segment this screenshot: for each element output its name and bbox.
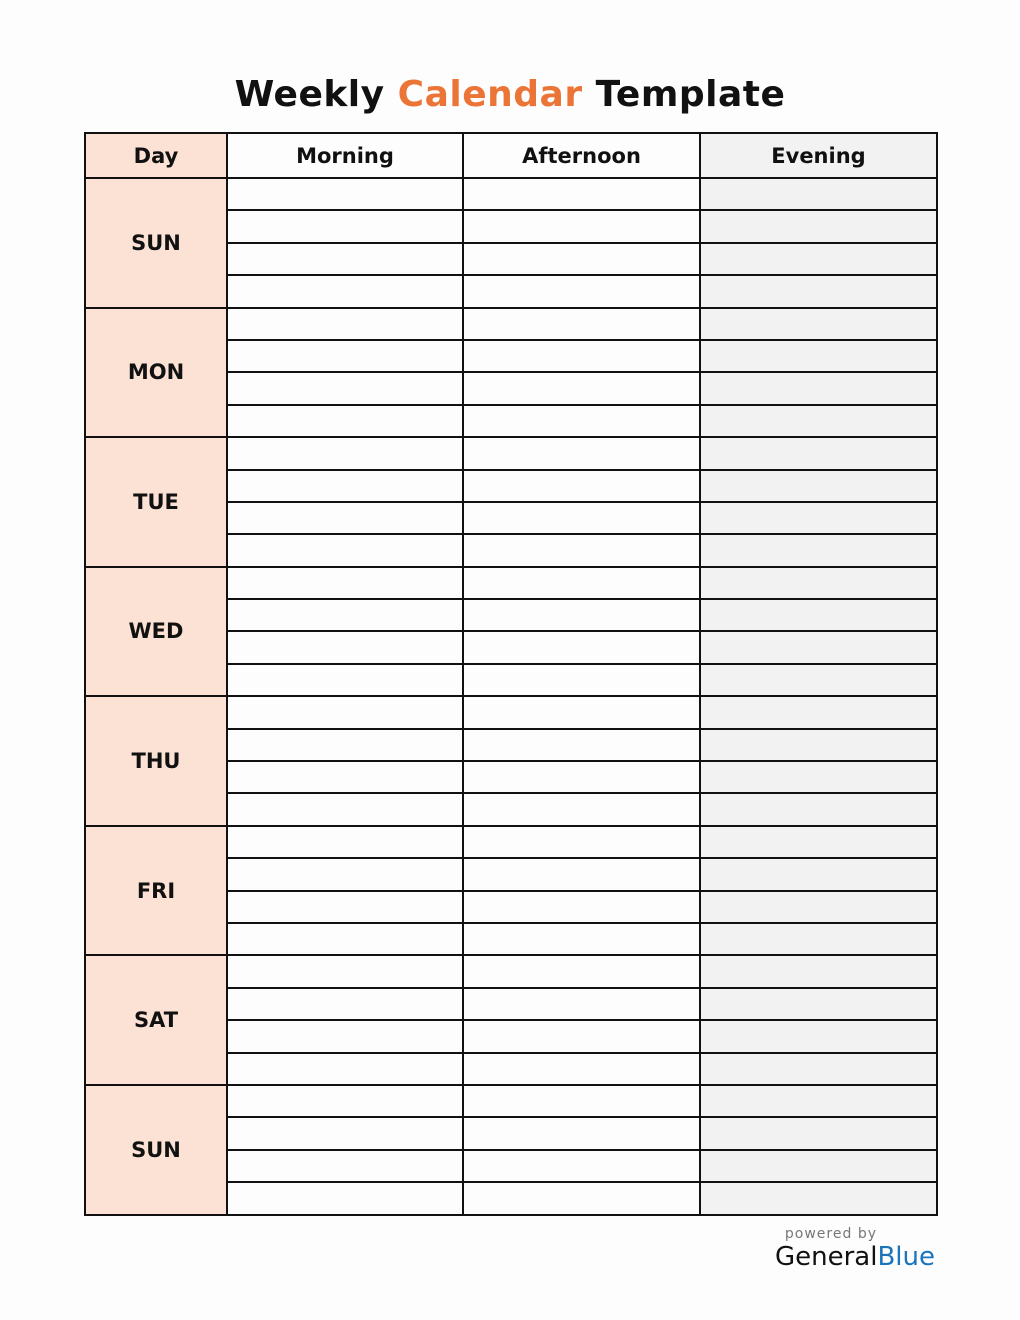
evening-slot-cell[interactable] (700, 664, 937, 696)
morning-slot-cell[interactable] (227, 502, 463, 534)
evening-slot-cell[interactable] (700, 308, 937, 340)
day-label: WED (85, 567, 227, 697)
afternoon-slot-cell[interactable] (463, 372, 700, 404)
morning-slot-cell[interactable] (227, 1117, 463, 1149)
evening-slot-cell[interactable] (700, 891, 937, 923)
evening-slot-cell[interactable] (700, 696, 937, 728)
day-label: FRI (85, 826, 227, 956)
day-label: MON (85, 308, 227, 438)
afternoon-slot-cell[interactable] (463, 178, 700, 210)
afternoon-slot-cell[interactable] (463, 696, 700, 728)
afternoon-slot-cell[interactable] (463, 729, 700, 761)
day-label: SAT (85, 955, 227, 1085)
afternoon-slot-cell[interactable] (463, 567, 700, 599)
evening-slot-cell[interactable] (700, 1117, 937, 1149)
morning-slot-cell[interactable] (227, 275, 463, 307)
morning-slot-cell[interactable] (227, 1182, 463, 1214)
brand-logo (775, 1242, 935, 1272)
afternoon-slot-cell[interactable] (463, 210, 700, 242)
evening-slot-cell[interactable] (700, 923, 937, 955)
slot-row (85, 696, 937, 728)
afternoon-slot-cell[interactable] (463, 761, 700, 793)
slot-row (85, 567, 937, 599)
powered-by-text: powered by (784, 1226, 877, 1242)
morning-slot-cell[interactable] (227, 437, 463, 469)
morning-slot-cell[interactable] (227, 405, 463, 437)
page-title (0, 74, 1020, 115)
header-afternoon: Afternoon (463, 133, 700, 178)
morning-slot-cell[interactable] (227, 178, 463, 210)
title-word-template: Template (595, 74, 786, 115)
evening-slot-cell[interactable] (700, 534, 937, 566)
morning-slot-cell[interactable] (227, 599, 463, 631)
morning-slot-cell[interactable] (227, 826, 463, 858)
afternoon-slot-cell[interactable] (463, 1182, 700, 1214)
evening-slot-cell[interactable] (700, 372, 937, 404)
slot-row (85, 955, 937, 987)
morning-slot-cell[interactable] (227, 1085, 463, 1117)
afternoon-slot-cell[interactable] (463, 1053, 700, 1085)
evening-slot-cell[interactable] (700, 243, 937, 275)
header-row (85, 133, 937, 178)
evening-slot-cell[interactable] (700, 1020, 937, 1052)
header-evening: Evening (700, 133, 937, 178)
afternoon-slot-cell[interactable] (463, 599, 700, 631)
morning-slot-cell[interactable] (227, 470, 463, 502)
evening-slot-cell[interactable] (700, 178, 937, 210)
morning-slot-cell[interactable] (227, 955, 463, 987)
evening-slot-cell[interactable] (700, 210, 937, 242)
evening-slot-cell[interactable] (700, 858, 937, 890)
morning-slot-cell[interactable] (227, 631, 463, 663)
morning-slot-cell[interactable] (227, 210, 463, 242)
afternoon-slot-cell[interactable] (463, 470, 700, 502)
afternoon-slot-cell[interactable] (463, 1085, 700, 1117)
evening-slot-cell[interactable] (700, 599, 937, 631)
afternoon-slot-cell[interactable] (463, 1150, 700, 1182)
header-morning: Morning (227, 133, 463, 178)
morning-slot-cell[interactable] (227, 793, 463, 825)
evening-slot-cell[interactable] (700, 405, 937, 437)
evening-slot-cell[interactable] (700, 988, 937, 1020)
afternoon-slot-cell[interactable] (463, 502, 700, 534)
morning-slot-cell[interactable] (227, 891, 463, 923)
morning-slot-cell[interactable] (227, 308, 463, 340)
evening-slot-cell[interactable] (700, 631, 937, 663)
afternoon-slot-cell[interactable] (463, 1117, 700, 1149)
evening-slot-cell[interactable] (700, 275, 937, 307)
header-day: Day (85, 133, 227, 178)
morning-slot-cell[interactable] (227, 340, 463, 372)
afternoon-slot-cell[interactable] (463, 955, 700, 987)
evening-slot-cell[interactable] (700, 567, 937, 599)
day-label: TUE (85, 437, 227, 567)
evening-slot-cell[interactable] (700, 1150, 937, 1182)
morning-slot-cell[interactable] (227, 534, 463, 566)
morning-slot-cell[interactable] (227, 761, 463, 793)
slot-row (85, 308, 937, 340)
slot-row (85, 178, 937, 210)
calendar-body (85, 178, 937, 1215)
morning-slot-cell[interactable] (227, 1053, 463, 1085)
morning-slot-cell[interactable] (227, 729, 463, 761)
afternoon-slot-cell[interactable] (463, 340, 700, 372)
footer-branding (775, 1226, 935, 1272)
afternoon-slot-cell[interactable] (463, 664, 700, 696)
morning-slot-cell[interactable] (227, 1150, 463, 1182)
evening-slot-cell[interactable] (700, 1053, 937, 1085)
morning-slot-cell[interactable] (227, 988, 463, 1020)
afternoon-slot-cell[interactable] (463, 793, 700, 825)
afternoon-slot-cell[interactable] (463, 405, 700, 437)
afternoon-slot-cell[interactable] (463, 243, 700, 275)
evening-slot-cell[interactable] (700, 470, 937, 502)
morning-slot-cell[interactable] (227, 372, 463, 404)
evening-slot-cell[interactable] (700, 437, 937, 469)
afternoon-slot-cell[interactable] (463, 1020, 700, 1052)
evening-slot-cell[interactable] (700, 826, 937, 858)
morning-slot-cell[interactable] (227, 858, 463, 890)
evening-slot-cell[interactable] (700, 761, 937, 793)
morning-slot-cell[interactable] (227, 243, 463, 275)
evening-slot-cell[interactable] (700, 502, 937, 534)
afternoon-slot-cell[interactable] (463, 275, 700, 307)
morning-slot-cell[interactable] (227, 664, 463, 696)
day-label: SUN (85, 178, 227, 308)
evening-slot-cell[interactable] (700, 340, 937, 372)
morning-slot-cell[interactable] (227, 567, 463, 599)
day-label: SUN (85, 1085, 227, 1215)
afternoon-slot-cell[interactable] (463, 308, 700, 340)
morning-slot-cell[interactable] (227, 696, 463, 728)
brand-general: General (774, 1242, 878, 1272)
evening-slot-cell[interactable] (700, 793, 937, 825)
evening-slot-cell[interactable] (700, 729, 937, 761)
morning-slot-cell[interactable] (227, 923, 463, 955)
brand-blue: Blue (877, 1242, 935, 1272)
title-word-calendar: Calendar (397, 74, 583, 115)
evening-slot-cell[interactable] (700, 955, 937, 987)
day-label: THU (85, 696, 227, 826)
afternoon-slot-cell[interactable] (463, 891, 700, 923)
afternoon-slot-cell[interactable] (463, 534, 700, 566)
afternoon-slot-cell[interactable] (463, 437, 700, 469)
slot-row (85, 826, 937, 858)
evening-slot-cell[interactable] (700, 1085, 937, 1117)
afternoon-slot-cell[interactable] (463, 631, 700, 663)
slot-row (85, 1085, 937, 1117)
afternoon-slot-cell[interactable] (463, 988, 700, 1020)
evening-slot-cell[interactable] (700, 1182, 937, 1214)
title-word-weekly: Weekly (234, 74, 385, 115)
slot-row (85, 437, 937, 469)
weekly-calendar-table (84, 132, 938, 1216)
afternoon-slot-cell[interactable] (463, 923, 700, 955)
afternoon-slot-cell[interactable] (463, 826, 700, 858)
afternoon-slot-cell[interactable] (463, 858, 700, 890)
morning-slot-cell[interactable] (227, 1020, 463, 1052)
